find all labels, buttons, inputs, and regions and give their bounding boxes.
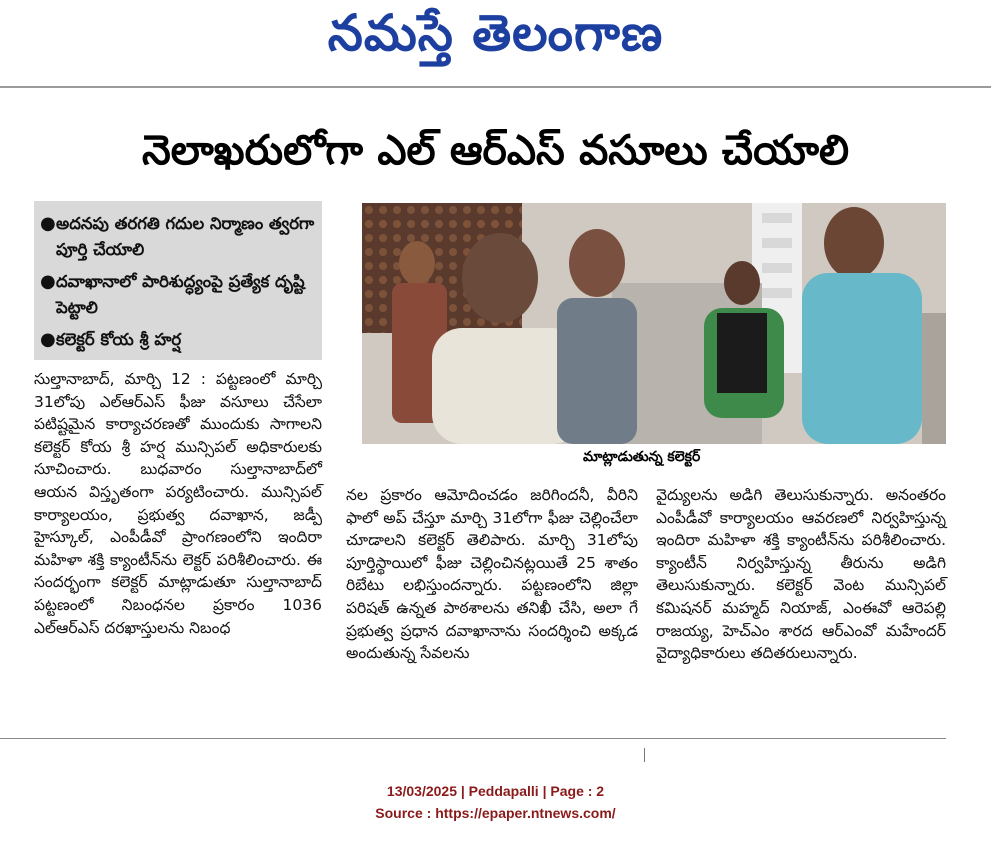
footer-dateline: 13/03/2025 | Peddapalli | Page : 2 (386, 783, 605, 799)
bottom-divider (0, 738, 946, 739)
top-divider (0, 86, 991, 88)
masthead (0, 3, 991, 72)
masthead-title: నమస్తే తెలంగాణ (327, 3, 664, 62)
highlight-item (40, 211, 316, 263)
column-tick (644, 748, 645, 762)
article-headline: నెలాఖరులోగా ఎల్ ఆర్ఎస్ వసూలు చేయాలి (141, 126, 850, 174)
bullet-icon: ● (40, 271, 56, 292)
photo-caption: మాట్లాడుతున్న కలెక్టర్ (583, 449, 701, 465)
highlights-box (34, 201, 322, 360)
column-text: నల ప్రకారం ఆమోదించడం జరిగిందనీ, వీరిని ఫాలో అప్ చేస్తూ మార్చి 31లోగా ఫీజు చెల్లించేలా చూడాలని కలెక్టర్ తెలిపారు. మార్చి 31లోపు పూర్తిస్థాయిలో ఫీజు చెల్లించినట్లయితే 25 శాతం రిబేటు లభిస్తుందన్నారు. పట్టణంలోని జిల్లా పరిషత్ ఉన్నత పాఠశాలను తనిఖీ చేసి, అలా గే ప్రభుత్వ ప్రధాన దవాఖానాను సందర్శించి అక్కడ అందుతున్న సేవలను (346, 486, 638, 663)
article-photo (362, 203, 946, 444)
highlight-item (40, 269, 316, 321)
article-column-2 (346, 484, 638, 665)
footer-source: Source : https://epaper.ntnews.com/ (375, 805, 616, 821)
photo-illustration (362, 203, 946, 444)
article-column-3 (656, 484, 946, 665)
highlight-text: దవాఖానాలో పారిశుద్ధ్యంపై ప్రత్యేక దృష్టి పెట్టాలి (56, 272, 305, 317)
column-text: సుల్తానాబాద్, మార్చి 12 : పట్టణంలో మార్చి 31లోపు ఎల్ఆర్ఎస్ ఫీజు వసూలు చేసేలా పటిష్టమైన కార్యాచరణతో ముందుకు సాగాలని కలెక్టర్ కోయ శ్రీ హర్ష మున్సిపల్ అధికారులకు సూచించారు. బుధవారం సుల్తానాబాద్‌లో ఆయన విస్తృతంగా పర్యటించారు. మున్సిపల్ కార్యాలయం, ప్రభుత్వ దవాఖాన, జడ్పీ హైస్కూల్, ఎంపీడీవో ప్రాంగణంలోని ఇందిరా మహిళా శక్తి క్యాంటీన్‌ను లెక్టర్ పరిశీలించారు. ఈ సందర్భంగా కలెక్టర్ మాట్లాడుతూ సుల్తానాబాద్ పట్టణంలో నిబంధనల ప్రకారం 1036 ఎల్ఆర్ఎస్ దరఖాస్తులను నిబంధ (34, 370, 322, 637)
bullet-icon: ● (40, 213, 56, 234)
bullet-icon: ● (40, 329, 56, 350)
highlight-item (40, 327, 316, 353)
highlight-text: అదనపు తరగతి గదుల నిర్మాణం త్వరగా పూర్తి చేయాలి (56, 214, 315, 259)
highlight-text: కలెక్టర్ కోయ శ్రీ హర్ష (56, 330, 182, 349)
column-text: వైద్యులను అడిగి తెలుసుకున్నారు. అనంతరం ఎంపీడీవో కార్యాలయం ఆవరణలో నిర్వహిస్తున్న ఇందిరా మహిళా శక్తి క్యాంటీన్‌ను పరిశీలించారు. క్యాంటీన్ నిర్వహిస్తున్న తీరును అడిగి తెలుసుకున్నారు. కలెక్టర్ వెంట మున్సిపల్ కమిషనర్ మహ్మద్ నియాజ్, ఎంఈవో ఆరెపల్లి రాజయ్య, హెచ్ఎం శారద ఆర్ఎంవో మహేందర్ వైద్యాధికారులు తదితరులున్నారు. (656, 486, 946, 663)
article-column-1 (34, 368, 322, 639)
